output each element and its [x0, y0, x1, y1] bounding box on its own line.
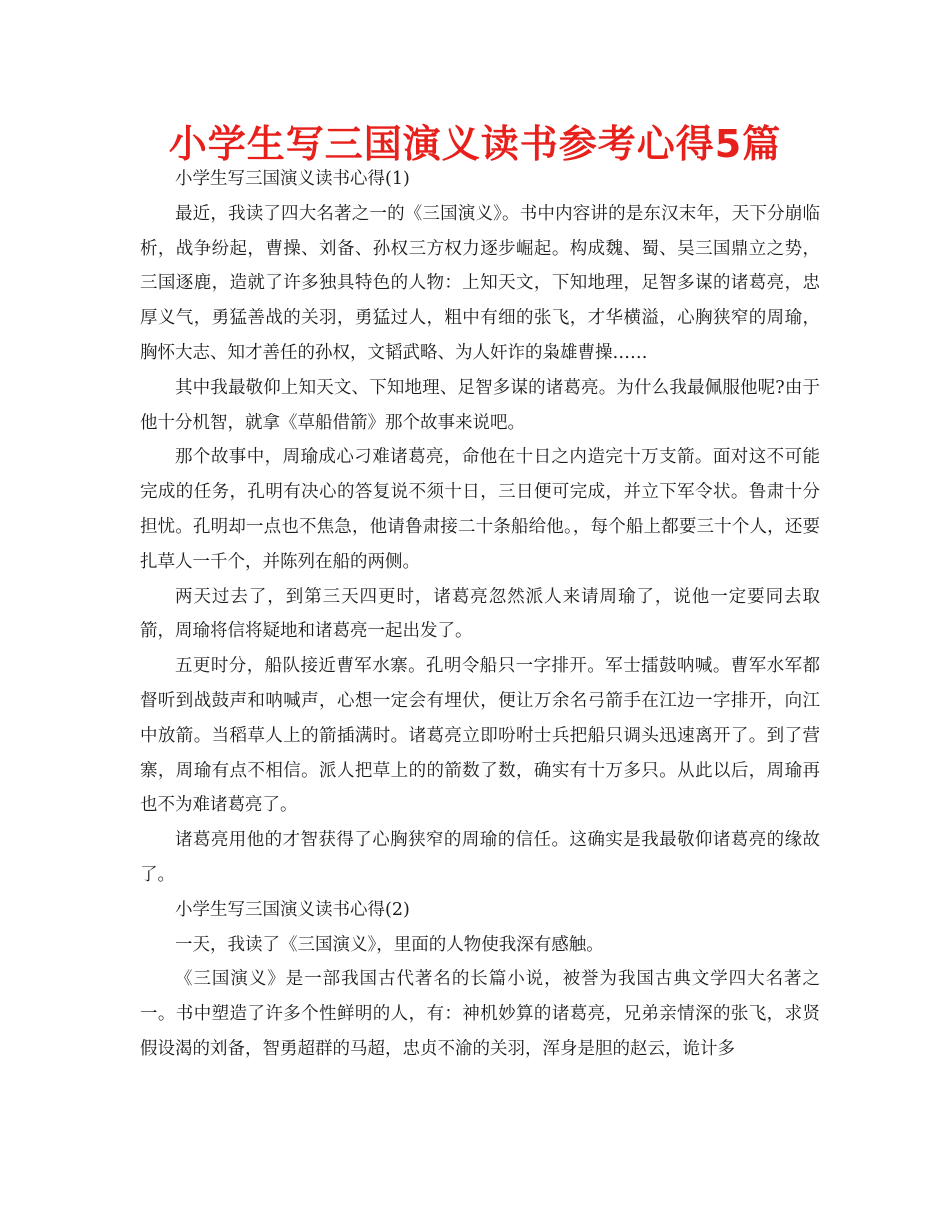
paragraph: 两天过去了，到第三天四更时，诸葛亮忽然派人来请周瑜了，说他一定要同去取箭，周瑜将信将疑地和诸葛亮一起出发了。 [140, 586, 820, 642]
paragraph: 《三国演义》是一部我国古代著名的长篇小说，被誉为我国古典文学四大名著之一。书中塑造了许多个性鲜明的人，有：神机妙算的诸葛亮，兄弟亲情深的张飞，求贤假设渴的刘备，智勇超群的马超，忠贞不渝的关羽，浑身是胆的赵云，诡计多 [140, 969, 820, 1059]
paragraph: 五更时分，船队接近曹军水寨。孔明令船只一字排开。军士擂鼓呐喊。曹军水军都督听到战鼓声和呐喊声，心想一定会有埋伏，便让万余名弓箭手在江边一字排开，向江中放箭。当稻草人上的箭插满时。诸葛亮立即吩咐士兵把船只调头迅速离开了。到了营寨，周瑜有点不相信。派人把草上的的箭数了数，确实有十万多只。从此以后，周瑜再也不为难诸葛亮了。 [140, 656, 820, 816]
paragraph: 其中我最敬仰上知天文、下知地理、足智多谋的诸葛亮。为什么我最佩服他呢?由于他十分机智，就拿《草船借箭》那个故事来说吧。 [140, 377, 820, 433]
document-body [140, 162, 820, 1067]
section-heading: 小学生写三国演义读书心得(1) [175, 169, 410, 189]
paragraph: 一天，我读了《三国演义》，里面的人物使我深有感触。 [175, 934, 604, 955]
paragraph: 诸葛亮用他的才智获得了心胸狭窄的周瑜的信任。这确实是我最敬仰诸葛亮的缘故了。 [140, 830, 820, 885]
section-heading: 小学生写三国演义读书心得(2) [175, 899, 410, 920]
paragraph: 最近，我读了四大名著之一的《三国演义》。书中内容讲的是东汉末年，天下分崩临析，战争纷起，曹操、刘备、孙权三方权力逐步崛起。构成魏、蜀、吴三国鼎立之势，三国逐鹿，造就了许多独具特色的人物：上知天文，下知地理，足智多谋的诸葛亮，忠厚义气，勇猛善战的关羽，勇猛过人，粗中有细的张飞，才华横溢，心胸狭窄的周瑜，胸怀大志、知才善任的孙权，文韬武略、为人奸诈的枭雄曹操…… [140, 203, 820, 363]
paragraph: 那个故事中，周瑜成心刁难诸葛亮，命他在十日之内造完十万支箭。面对这不可能完成的任务，孔明有决心的答复说不须十日，三日便可完成，并立下军令状。鲁肃十分担忧。孔明却一点也不焦急，他请鲁肃接二十条船给他。，每个船上都要三十个人，还要扎草人一千个，并陈列在船的两侧。 [140, 447, 820, 572]
document-title: 小学生写三国演义读书参考心得5篇 [168, 122, 782, 166]
